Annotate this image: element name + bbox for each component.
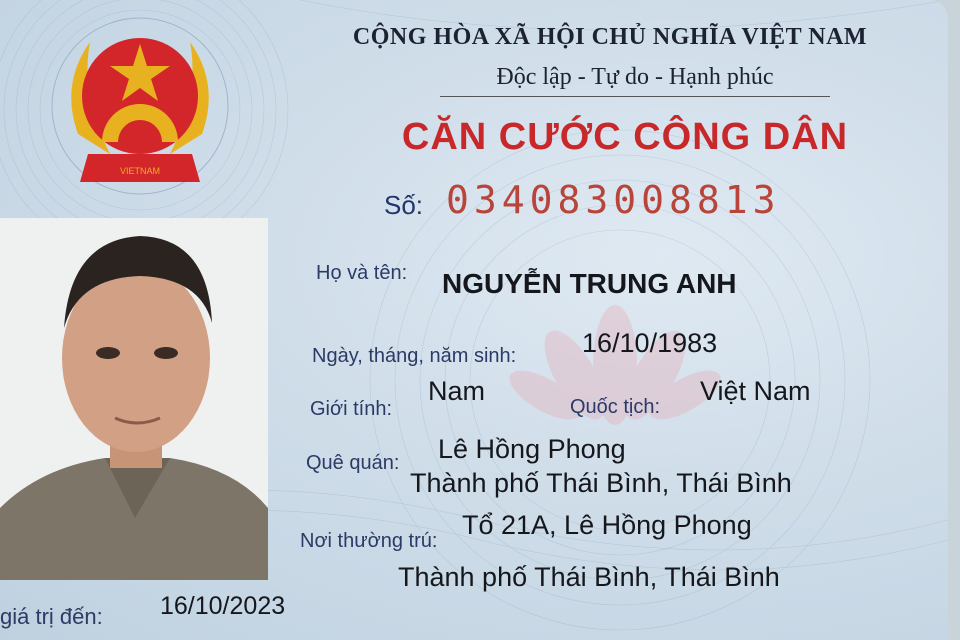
residence-label: Nơi thường trú: <box>300 530 438 552</box>
national-emblem <box>40 14 240 204</box>
hometown-label: Quê quán: <box>306 452 400 474</box>
date-of-birth: 16/10/1983 <box>582 328 718 358</box>
residence-line2: Thành phố Thái Bình, Thái Bình <box>398 562 780 592</box>
sex: Nam <box>428 376 486 406</box>
expiry-label: giá trị đến: <box>0 604 103 629</box>
residence-line1: Tổ 21A, Lê Hồng Phong <box>462 510 752 540</box>
emblem-banner-text: VIETNAM <box>119 166 161 176</box>
portrait-photo <box>0 218 268 580</box>
id-number-label: Số: <box>384 190 424 220</box>
hometown-line1: Lê Hồng Phong <box>438 434 626 464</box>
motto-underline <box>440 96 830 97</box>
country-header: CỘNG HÒA XÃ HỘI CHỦ NGHĨA VIỆT NAM <box>352 24 868 50</box>
id-number: 034083008813 <box>446 178 781 222</box>
hometown-line2: Thành phố Thái Bình, Thái Bình <box>410 468 792 498</box>
dob-label: Ngày, tháng, năm sinh: <box>312 345 517 367</box>
name-label: Họ và tên: <box>316 262 408 284</box>
expiry-date: 16/10/2023 <box>160 592 286 620</box>
sex-label: Giới tính: <box>310 398 393 420</box>
nationality-label: Quốc tịch: <box>570 396 661 418</box>
nationality: Việt Nam <box>700 376 811 406</box>
full-name: NGUYỄN TRUNG ANH <box>442 268 737 299</box>
card-title: CĂN CƯỚC CÔNG DÂN <box>401 116 849 158</box>
motto: Độc lập - Tự do - Hạnh phúc <box>496 64 774 90</box>
